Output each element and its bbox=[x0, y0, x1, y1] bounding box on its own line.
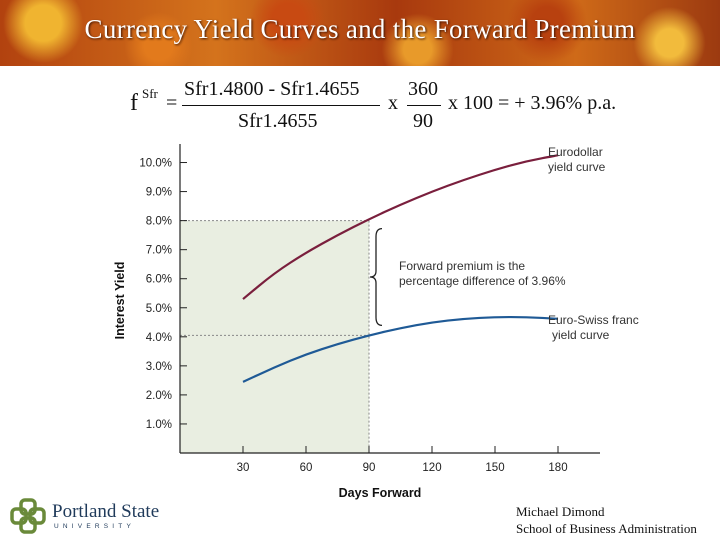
y-tick-label: 3.0% bbox=[145, 360, 172, 373]
formula-lhs-superscript: Sfr bbox=[142, 86, 158, 101]
y-tick-label: 5.0% bbox=[145, 302, 172, 315]
x-tick-label: 120 bbox=[422, 462, 442, 474]
footer-credit bbox=[516, 503, 697, 537]
author-name: Michael Dimond bbox=[516, 504, 605, 519]
series-label-line: yield curve bbox=[552, 328, 610, 342]
formula-equals: = bbox=[166, 92, 178, 114]
logo-name: Portland State bbox=[52, 501, 160, 522]
y-tick-label: 4.0% bbox=[145, 331, 172, 344]
x-tick-label: 180 bbox=[548, 462, 568, 474]
logo-knot-icon bbox=[10, 498, 46, 534]
x-tick-label: 60 bbox=[299, 462, 313, 474]
series-label-line: Euro-Swiss franc bbox=[548, 313, 639, 327]
slide-title: Currency Yield Curves and the Forward Premium bbox=[84, 14, 636, 44]
y-tick-label: 10.0% bbox=[139, 157, 172, 170]
forward-premium-annotation-line: Forward premium is the bbox=[399, 259, 526, 273]
formula-numerator: Sfr1.4800 - Sfr1.4655 bbox=[184, 78, 360, 100]
x-tick-label: 90 bbox=[362, 462, 376, 474]
y-axis-label: Interest Yield bbox=[113, 261, 127, 340]
series-label-line: Eurodollar bbox=[548, 145, 603, 159]
y-tick-label: 2.0% bbox=[145, 389, 172, 402]
x-tick-label: 30 bbox=[236, 462, 250, 474]
formula-result: x 100 = + 3.96% p.a. bbox=[448, 92, 617, 114]
y-tick-label: 6.0% bbox=[145, 273, 172, 286]
y-tick-label: 1.0% bbox=[145, 418, 172, 431]
formula-lhs: f bbox=[130, 90, 138, 116]
school-name: School of Business Administration bbox=[516, 521, 697, 536]
y-tick-label: 7.0% bbox=[145, 244, 172, 257]
formula-denominator: Sfr1.4655 bbox=[238, 110, 318, 132]
forward-premium-shaded-region bbox=[180, 221, 369, 453]
formula-days-denominator: 90 bbox=[413, 110, 433, 132]
forward-premium-brace bbox=[370, 229, 382, 326]
formula-times: x bbox=[388, 92, 398, 114]
series-label-line: yield curve bbox=[548, 160, 606, 174]
forward-premium-annotation-line: percentage difference of 3.96% bbox=[399, 274, 566, 288]
portland-state-logo bbox=[10, 498, 190, 536]
formula-days-numerator: 360 bbox=[408, 78, 438, 100]
y-tick-label: 8.0% bbox=[145, 215, 172, 228]
x-tick-label: 150 bbox=[485, 462, 505, 474]
x-axis-label: Days Forward bbox=[338, 486, 422, 500]
logo-subtitle: UNIVERSITY bbox=[54, 523, 136, 530]
y-tick-label: 9.0% bbox=[145, 186, 172, 199]
